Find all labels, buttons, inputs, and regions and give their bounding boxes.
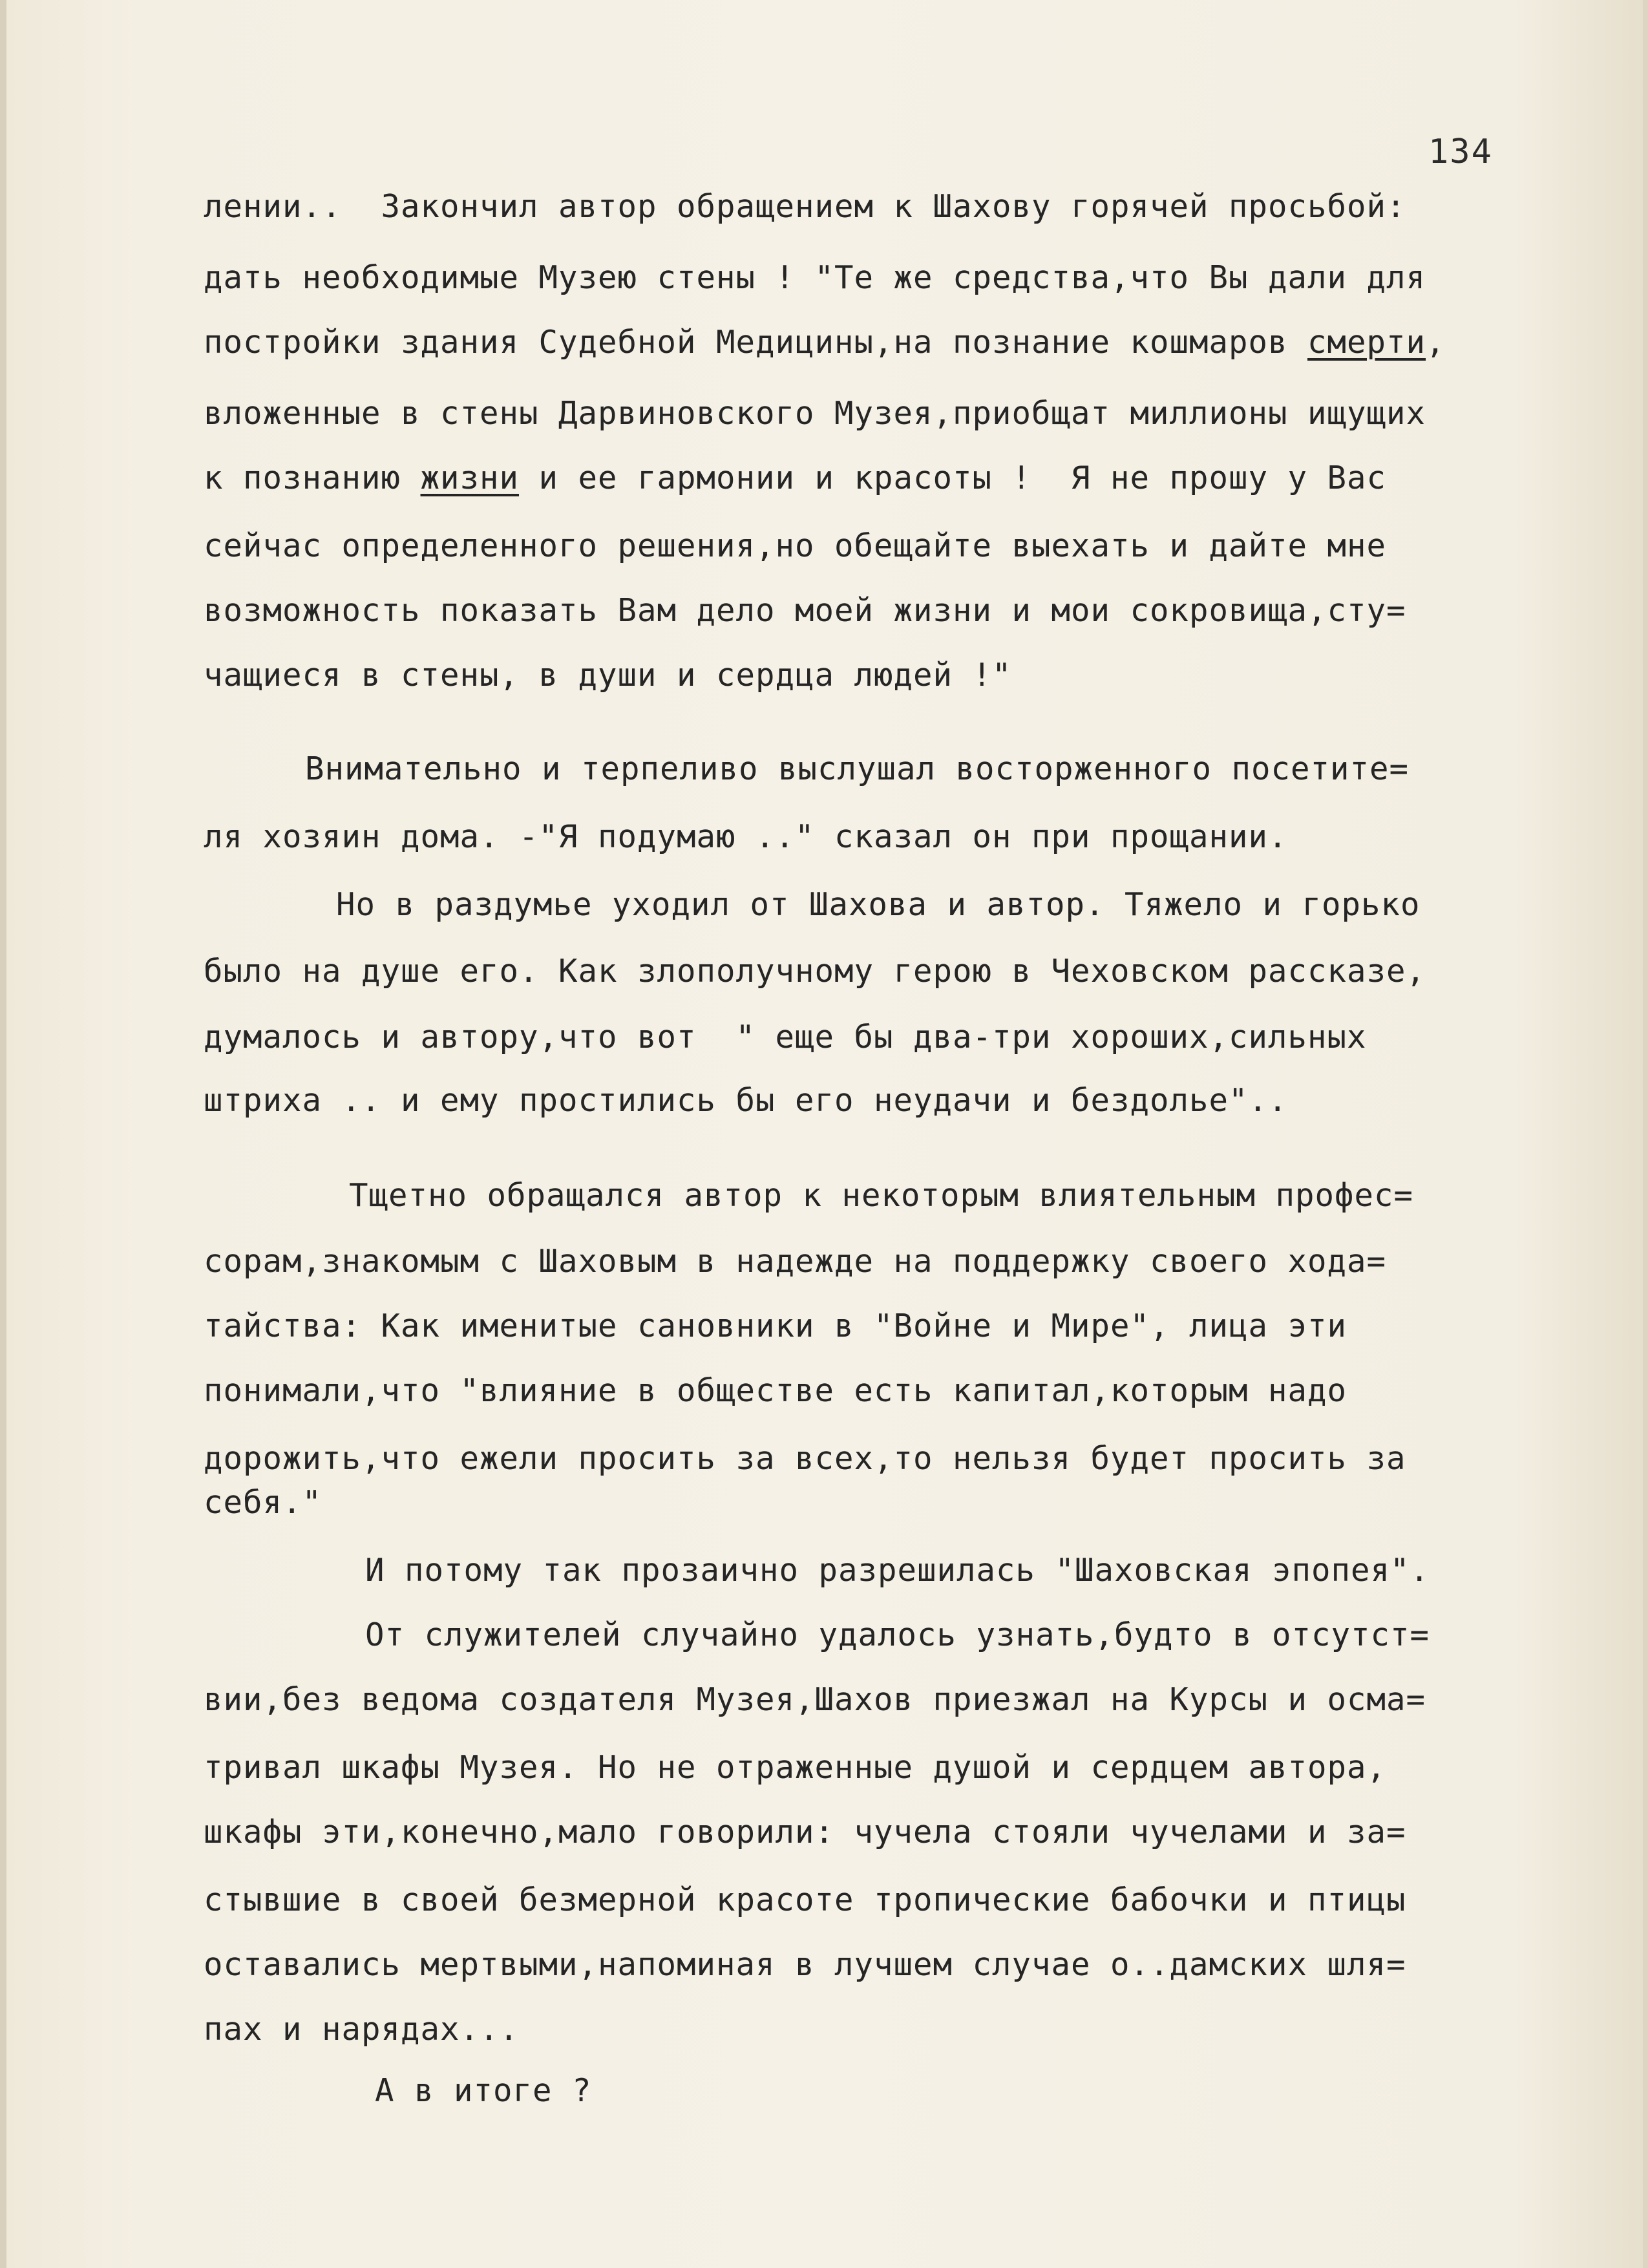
text-line: вложенные в стены Дарвиновского Музея,приобщат миллионы ищущих	[204, 395, 1426, 432]
text-line: штриха .. и ему простились бы его неудачи и бездолье"..	[204, 1082, 1288, 1119]
text-line: тайства: Как именитые сановники в "Войне и Мире", лица эти	[204, 1308, 1347, 1344]
text-line: стывшие в своей безмерной красоте тропические бабочки и птицы	[204, 1881, 1406, 1918]
text-line: сорам,знакомым с Шаховым в надежде на поддержку своего хода=	[204, 1243, 1387, 1280]
text-line: оставались мертвыми,напоминая в лучшем случае о..дамских шля=	[204, 1946, 1406, 1983]
text-line: сейчас определенного решения,но обещайте выехать и дайте мне	[204, 527, 1387, 564]
text-line: возможность показать Вам дело моей жизни и мои сокровища,сту=	[204, 592, 1406, 629]
text-line: дать необходимые Музею стены ! "Те же средства,что Вы дали для	[204, 259, 1426, 296]
text-line: Но в раздумье уходил от Шахова и автор. Тяжело и горько	[336, 886, 1421, 923]
text-line: дорожить,что ежели просить за всех,то нельзя будет просить за	[204, 1440, 1406, 1477]
text-line: пах и нарядах...	[204, 2011, 520, 2048]
text-line: ля хозяин дома. -"Я подумаю .." сказал он при прощании.	[204, 818, 1288, 855]
underlined-word: смерти	[1307, 324, 1426, 361]
text-line: думалось и автору,что вот " еще бы два-три хороших,сильных	[204, 1019, 1367, 1055]
text-line: От служителей случайно удалось узнать,будто в отсутст=	[365, 1616, 1430, 1653]
text-line: А в итоге ?	[375, 2072, 592, 2109]
text-line: тривал шкафы Музея. Но не отраженные душой и сердцем автора,	[204, 1749, 1387, 1786]
text-line	[204, 324, 1446, 361]
text-line: лении.. Закончил автор обращением к Шахову горячей просьбой:	[204, 188, 1406, 225]
text-line: вии,без ведома создателя Музея,Шахов приезжал на Курсы и осма=	[204, 1681, 1426, 1718]
text-line: Тщетно обращался автор к некоторым влиятельным профес=	[349, 1177, 1414, 1214]
text-line-part: и ее гармонии и красоты ! Я не прошу у Вас	[519, 460, 1387, 496]
text-line: Внимательно и терпеливо выслушал восторженного посетите=	[305, 750, 1410, 787]
text-line	[204, 462, 1386, 494]
text-line-part: ,	[1426, 324, 1446, 361]
text-line: чащиеся в стены, в души и сердца людей !"	[204, 657, 1012, 694]
text-line: было на душе его. Как злополучному герою в Чеховском рассказе,	[204, 953, 1426, 990]
text-line: понимали,что "влияние в обществе есть капитал,которым надо	[204, 1372, 1347, 1409]
text-line-part: к познанию	[204, 460, 421, 496]
text-line: шкафы эти,конечно,мало говорили: чучела стояли чучелами и за=	[204, 1814, 1406, 1850]
text-line-part: постройки здания Судебной Медицины,на познание кошмаров	[204, 324, 1308, 361]
text-line: И потому так прозаично разрешилась "Шаховская эпопея".	[365, 1552, 1430, 1589]
text-line: себя."	[204, 1484, 322, 1521]
underlined-word: жизни	[420, 460, 520, 496]
page-number: 134	[1428, 132, 1493, 171]
